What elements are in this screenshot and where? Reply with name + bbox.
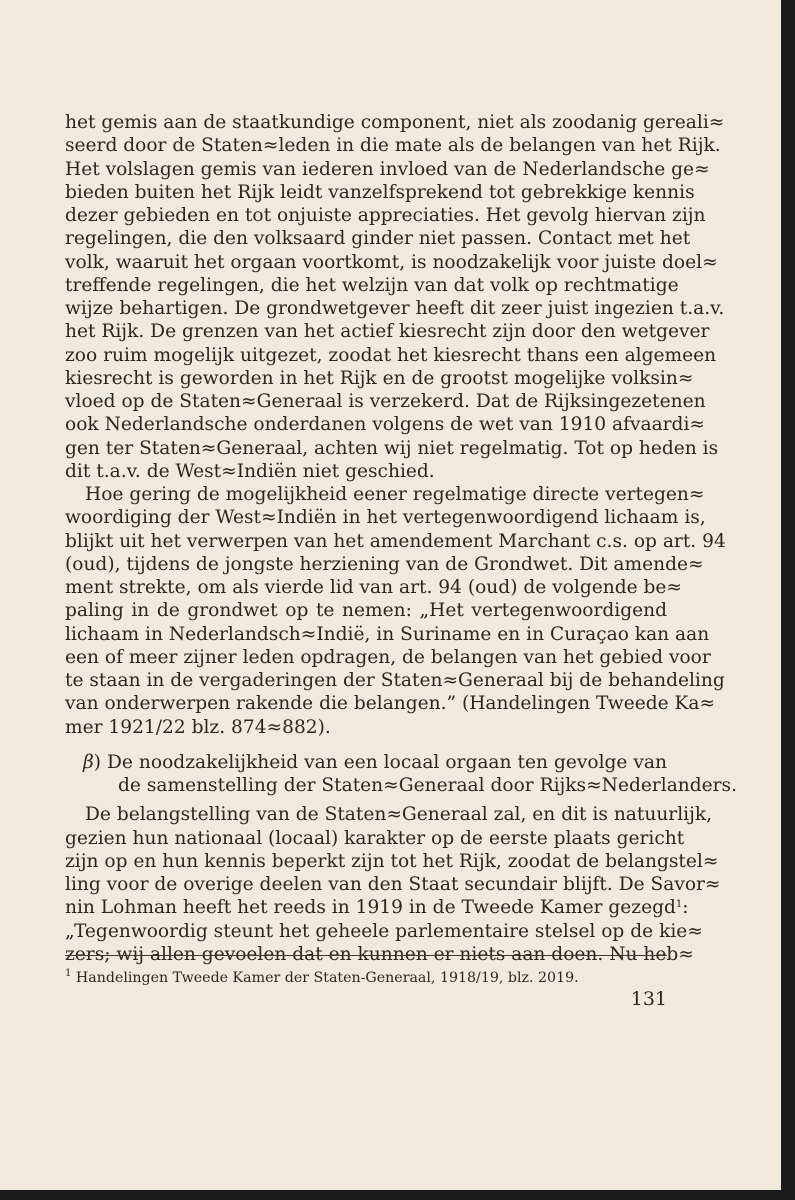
text-line: Het volslagen gemis van iederen invloed van de Nederlandsche ge≈ xyxy=(65,158,710,180)
subheading-line: de samenstelling der Staten≈Generaal door Rijks≈Nederlanders. xyxy=(118,775,737,796)
text-line: vloed op de Staten≈Generaal is verzekerd. Dat de Rijksingezetenen xyxy=(65,391,706,412)
section-gap xyxy=(65,739,667,751)
text-line: zers; wij allen gevoelen dat en kunnen er niets aan doen. Nu heb≈ xyxy=(65,943,694,965)
text-line: dit t.a.v. de West≈Indiën niet geschied. xyxy=(65,460,435,482)
text-line: gen ter Staten≈Generaal, achten wij niet regelmatig. Tot op heden is xyxy=(65,437,719,459)
text-line: De belangstelling van de Staten≈Generaal zal, en dit is natuurlijk, xyxy=(85,804,713,826)
text-line: woordiging der West≈Indiën in het vertegenwoordigend lichaam is, xyxy=(65,507,706,529)
text-line: het gemis aan de staatkundige component, niet als zoodanig gereali≈ xyxy=(65,112,725,133)
subheading-line xyxy=(65,751,667,774)
text-line: regelingen, die den volksaard ginder niet passen. Contact met het xyxy=(65,228,691,250)
footnote-marker: 1 xyxy=(65,968,72,979)
footnote-divider xyxy=(65,955,667,956)
beta-marker: β xyxy=(83,751,94,773)
text-line: het Rijk. De grenzen van het actief kiesrecht zijn door den wetgever xyxy=(65,321,710,343)
text-line: Hoe gering de mogelijkheid eener regelmatige directe vertegen≈ xyxy=(85,484,705,505)
text-line: gezien hun nationaal (locaal) karakter op de eerste plaats gericht xyxy=(65,827,685,849)
text-line: ment strekte, om als vierde lid van art. 94 (oud) de volgende be≈ xyxy=(65,577,682,598)
text-line: lichaam in Nederlandsch≈Indië, in Suriname en in Curaçao kan aan xyxy=(65,623,710,645)
text-line: dezer gebieden en tot onjuiste appreciaties. Het gevolg hiervan zijn xyxy=(65,205,706,226)
text-line: wijze behartigen. De grondwetgever heeft dit zeer juist ingezien t.a.v. xyxy=(65,298,725,319)
text-line xyxy=(65,896,689,919)
paragraph-1 xyxy=(65,111,725,483)
text-line: „Tegenwoordig steunt het geheele parlementaire stelsel op de kie≈ xyxy=(65,920,703,942)
text-line: van onderwerpen rakende die belangen.” (Handelingen Tweede Ka≈ xyxy=(65,693,716,715)
text-line: seerd door de Staten≈leden in die mate als de belangen van het Rijk. xyxy=(65,135,721,157)
text-line: mer 1921/22 blz. 874≈882). xyxy=(65,716,331,738)
text-line: bieden buiten het Rijk leidt vanzelfsprekend tot gebrekkige kennis xyxy=(65,181,695,203)
line-punctuation: : xyxy=(682,897,689,919)
text-line: ling voor de overige deelen van den Staat secundair blijft. De Savor≈ xyxy=(65,874,721,895)
paragraph-2 xyxy=(65,483,726,739)
text-line: blijkt uit het verwerpen van het amendement Marchant c.s. op art. 94 xyxy=(65,530,726,552)
text-line: paling in de grondwet op te nemen: „Het vertegenwoordigend xyxy=(65,600,667,622)
text-line: treffende regelingen, die het welzijn van dat volk op rechtmatige xyxy=(65,274,679,296)
subheading-text: ) De noodzakelijkheid van een locaal orgaan ten gevolge van xyxy=(93,751,667,773)
body-text xyxy=(65,111,737,966)
subheading-beta xyxy=(65,751,737,798)
text-line: (oud), tijdens de jongste herziening van de Grondwet. Dit amende≈ xyxy=(65,553,704,575)
line-text: nin Lohman heeft het reeds in 1919 in de Tweede Kamer gezegd xyxy=(65,897,676,919)
paragraph-3 xyxy=(65,803,721,966)
text-line: te staan in de vergaderingen der Staten≈Generaal bij de behandeling xyxy=(65,670,725,691)
text-line: ook Nederlandsche onderdanen volgens de wet van 1910 afvaardi≈ xyxy=(65,414,705,436)
footnote xyxy=(65,968,667,988)
text-line: zoo ruim mogelijk uitgezet, zoodat het kiesrecht thans een algemeen xyxy=(65,344,717,366)
text-line: zijn op en hun kennis beperkt zijn tot het Rijk, zoodat de belangstel≈ xyxy=(65,850,719,872)
text-line: kiesrecht is geworden in het Rijk en de grootst mogelijke volksin≈ xyxy=(65,367,694,389)
text-line: een of meer zijner leden opdragen, de belangen van het gebied voor xyxy=(65,646,711,668)
footnote-text: Handelingen Tweede Kamer der Staten-Generaal, 1918/19, blz. 2019. xyxy=(75,970,579,986)
footnote-reference[interactable]: 1 xyxy=(675,899,683,911)
page-number: 131 xyxy=(630,988,667,1010)
text-line: volk, waaruit het orgaan voortkomt, is noodzakelijk voor juiste doel≈ xyxy=(65,251,718,273)
